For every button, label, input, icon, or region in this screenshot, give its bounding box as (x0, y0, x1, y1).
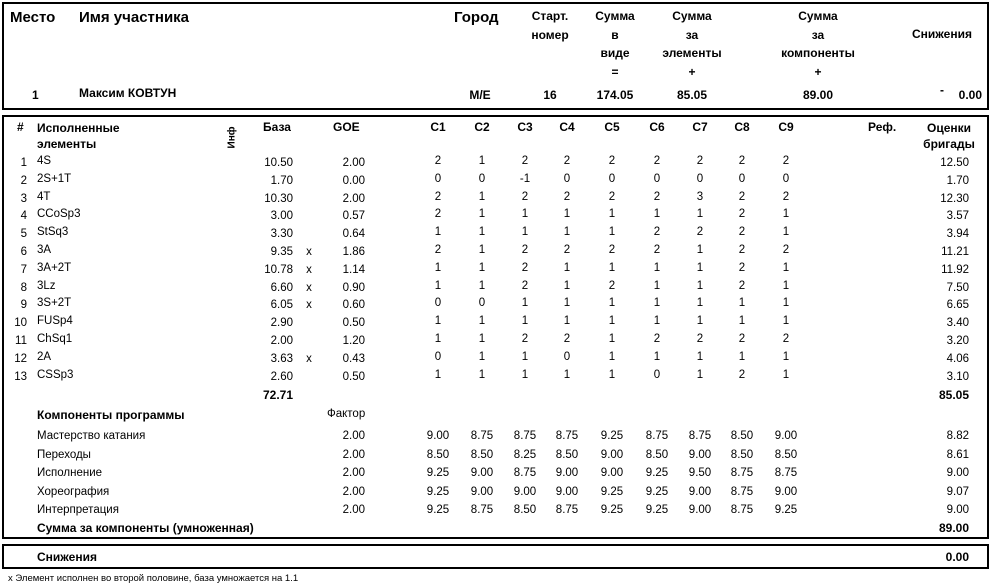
base-column-header: База (263, 120, 291, 134)
component-judge-mark: 9.25 (600, 430, 624, 442)
judge-mark: 1 (563, 280, 571, 292)
element-code: 2S+1T (37, 173, 72, 185)
element-number: 7 (20, 264, 27, 276)
judge-mark: 1 (478, 280, 486, 292)
component-score: 8.61 (946, 449, 969, 461)
element-base: 9.35 (270, 246, 293, 258)
judge-mark: 1 (782, 226, 790, 238)
element-goe: 0.00 (342, 175, 365, 187)
element-goe: 0.50 (342, 371, 365, 383)
judge-mark: 2 (608, 244, 616, 256)
element-base: 6.60 (270, 282, 293, 294)
judge-mark: 1 (653, 297, 661, 309)
judge-mark: 0 (653, 369, 661, 381)
judge-mark: 2 (738, 262, 746, 274)
judge-mark: 1 (521, 315, 529, 327)
component-score: 9.00 (946, 504, 969, 516)
element-base: 2.00 (270, 335, 293, 347)
judge-mark: 1 (434, 262, 442, 274)
component-judge-mark: 9.00 (426, 430, 450, 442)
judge-mark: 1 (782, 280, 790, 292)
element-base: 3.00 (270, 210, 293, 222)
start-number-header: Старт. номер (531, 9, 569, 42)
skater-components-score: 89.00 (802, 88, 834, 102)
judge-mark: 1 (563, 369, 571, 381)
judge-mark: 2 (563, 191, 571, 203)
judge-mark: 2 (782, 155, 790, 167)
component-judge-mark: 8.50 (730, 430, 754, 442)
element-number: 3 (20, 193, 27, 205)
component-factor: 2.00 (342, 430, 365, 442)
judge-mark: 1 (478, 155, 486, 167)
judge-mark: 1 (563, 226, 571, 238)
element-score: 11.92 (941, 264, 969, 276)
component-judge-mark: 8.75 (730, 504, 754, 516)
component-judge-mark: 8.50 (426, 449, 450, 461)
judge-mark: 2 (738, 191, 746, 203)
judge-mark: 1 (478, 226, 486, 238)
judge-mark: 1 (782, 369, 790, 381)
judge-mark: 2 (738, 226, 746, 238)
judge-header: C9 (778, 120, 794, 134)
judge-header: C2 (474, 120, 490, 134)
element-goe: 1.14 (342, 264, 365, 276)
judge-mark: 2 (696, 226, 704, 238)
judge-mark: 2 (738, 244, 746, 256)
judge-mark: 1 (563, 297, 571, 309)
component-judge-mark: 8.75 (470, 504, 494, 516)
component-judge-mark: 8.50 (730, 449, 754, 461)
judge-mark: 0 (478, 173, 486, 185)
judge-header: C1 (430, 120, 446, 134)
element-base: 3.30 (270, 228, 293, 240)
judge-mark: 1 (563, 208, 571, 220)
judge-mark: 1 (782, 351, 790, 363)
element-base: 2.60 (270, 371, 293, 383)
judge-mark: 1 (521, 369, 529, 381)
judge-mark: 2 (738, 280, 746, 292)
judge-mark: 1 (434, 315, 442, 327)
element-score: 3.57 (946, 210, 969, 222)
judge-mark: 1 (563, 315, 571, 327)
judge-mark: 1 (608, 333, 616, 345)
component-judge-mark: 9.25 (645, 486, 669, 498)
judge-mark: 2 (521, 280, 529, 292)
component-judge-mark: 8.50 (555, 449, 579, 461)
element-base: 1.70 (270, 175, 293, 187)
component-factor: 2.00 (342, 449, 365, 461)
judge-mark: 2 (696, 333, 704, 345)
judge-mark: 0 (434, 297, 442, 309)
judge-mark: 2 (782, 333, 790, 345)
component-judge-mark: 9.00 (600, 467, 624, 479)
element-goe: 0.60 (342, 299, 365, 311)
place-header: Место (10, 9, 56, 26)
component-name: Исполнение (37, 467, 103, 479)
judge-mark: 1 (608, 208, 616, 220)
judge-mark: 1 (653, 262, 661, 274)
judge-mark: 1 (696, 297, 704, 309)
component-judge-mark: 9.25 (600, 504, 624, 516)
element-goe: 0.64 (342, 228, 365, 240)
element-code: FUSp4 (37, 315, 73, 327)
city-header: Город (454, 9, 499, 26)
judge-mark: 1 (653, 208, 661, 220)
judge-mark: 2 (434, 155, 442, 167)
components-score-header: Сумма за компоненты + (781, 9, 855, 79)
skater-city: М/Е (469, 88, 491, 102)
element-goe: 0.90 (342, 282, 365, 294)
component-judge-mark: 8.75 (555, 430, 579, 442)
element-code: CCoSp3 (37, 208, 81, 220)
judge-mark: 2 (521, 333, 529, 345)
judge-mark: 0 (563, 351, 571, 363)
judge-mark: 1 (738, 297, 746, 309)
component-judge-mark: 9.25 (426, 467, 450, 479)
judge-mark: 0 (608, 173, 616, 185)
element-number: 11 (15, 335, 27, 347)
judge-header: C5 (604, 120, 620, 134)
component-score: 8.82 (946, 430, 969, 442)
judge-mark: 2 (696, 155, 704, 167)
judge-mark: 1 (478, 208, 486, 220)
element-goe: 2.00 (342, 157, 365, 169)
element-score: 4.06 (946, 353, 969, 365)
component-judge-mark: 9.25 (774, 504, 798, 516)
element-number: 10 (14, 317, 27, 329)
component-factor: 2.00 (342, 486, 365, 498)
skater-deductions: 0.00 (958, 88, 982, 102)
element-goe: 0.43 (342, 353, 365, 365)
component-judge-mark: 9.00 (688, 486, 712, 498)
deductions-label: Снижения (37, 550, 97, 564)
element-score: 12.30 (940, 193, 969, 205)
judge-header: C3 (517, 120, 533, 134)
component-judge-mark: 8.50 (513, 504, 537, 516)
judge-mark: 0 (738, 173, 746, 185)
element-number: 4 (20, 210, 27, 222)
judge-mark: 0 (782, 173, 790, 185)
info-column-header: Инф (226, 126, 238, 149)
judge-mark: 1 (478, 315, 486, 327)
judge-mark: 2 (563, 244, 571, 256)
judge-mark: 1 (608, 315, 616, 327)
element-base: 10.78 (264, 264, 293, 276)
skater-total-score: 174.05 (596, 88, 634, 102)
judge-mark: 2 (738, 155, 746, 167)
component-name: Хореография (37, 486, 110, 498)
element-goe: 0.50 (342, 317, 365, 329)
element-base: 6.05 (270, 299, 293, 311)
judge-mark: 1 (782, 208, 790, 220)
footnote: x Элемент исполнен во второй половине, база умножается на 1.1 (8, 573, 299, 584)
element-goe: 2.00 (342, 193, 365, 205)
judge-mark: 1 (608, 226, 616, 238)
judge-mark: 0 (434, 173, 442, 185)
judge-mark: 2 (782, 191, 790, 203)
component-judge-mark: 9.00 (688, 504, 712, 516)
judge-mark: 1 (521, 351, 529, 363)
element-goe: 0.57 (342, 210, 365, 222)
judge-mark: 1 (653, 315, 661, 327)
element-score: 3.94 (946, 228, 969, 240)
element-code: 3A (37, 244, 52, 256)
component-judge-mark: 8.75 (730, 486, 754, 498)
judge-header: C6 (649, 120, 665, 134)
deductions-value: 0.00 (945, 550, 969, 564)
elements-column-header: Исполненные элементы (37, 121, 120, 151)
judge-mark: 1 (696, 208, 704, 220)
judge-mark: 1 (478, 333, 486, 345)
component-score: 9.00 (946, 467, 969, 479)
base-total: 72.71 (262, 388, 293, 402)
element-goe: 1.86 (342, 246, 365, 258)
judge-mark: 1 (696, 351, 704, 363)
component-judge-mark: 8.75 (470, 430, 494, 442)
judge-mark: 2 (782, 244, 790, 256)
component-judge-mark: 9.00 (774, 486, 798, 498)
judge-mark: 1 (696, 262, 704, 274)
judge-mark: 0 (563, 173, 571, 185)
judge-mark: 1 (563, 262, 571, 274)
judge-mark: 1 (608, 297, 616, 309)
judge-mark: 1 (782, 297, 790, 309)
element-score: 3.10 (946, 371, 969, 383)
component-judge-mark: 9.00 (774, 430, 798, 442)
element-number: 5 (20, 228, 27, 240)
component-judge-mark: 8.75 (555, 504, 579, 516)
element-code: 4S (37, 155, 52, 167)
judge-mark: 2 (434, 191, 442, 203)
component-judge-mark: 8.50 (470, 449, 494, 461)
element-score: 3.20 (946, 335, 969, 347)
component-judge-mark: 8.75 (730, 467, 754, 479)
element-code: 3A+2T (37, 262, 72, 274)
judge-mark: 0 (653, 173, 661, 185)
judge-mark: 2 (434, 208, 442, 220)
element-number: 12 (14, 353, 27, 365)
element-base: 10.30 (264, 193, 293, 205)
judge-mark: 1 (478, 191, 486, 203)
judge-mark: 1 (434, 280, 442, 292)
component-judge-mark: 9.00 (470, 486, 494, 498)
component-judge-mark: 9.00 (470, 467, 494, 479)
judge-mark: 1 (696, 369, 704, 381)
element-base: 3.63 (270, 353, 293, 365)
component-judge-mark: 9.00 (600, 449, 624, 461)
judge-mark: 2 (653, 333, 661, 345)
element-code: 3S+2T (37, 297, 72, 309)
element-info: x (306, 353, 312, 365)
element-code: 2A (37, 351, 52, 363)
skater-place: 1 (32, 88, 39, 102)
element-number: 2 (20, 175, 27, 187)
component-name: Переходы (37, 449, 91, 461)
judge-header: C7 (692, 120, 708, 134)
judge-header: C4 (559, 120, 575, 134)
judge-mark: 1 (696, 244, 704, 256)
judge-mark: 1 (608, 369, 616, 381)
component-score: 9.07 (946, 486, 969, 498)
judge-mark: 1 (608, 262, 616, 274)
component-judge-mark: 8.25 (513, 449, 537, 461)
element-number: 6 (20, 246, 27, 258)
skater-start-number: 16 (543, 88, 557, 102)
judge-mark: 1 (696, 315, 704, 327)
element-info: x (306, 246, 312, 258)
component-factor: 2.00 (342, 504, 365, 516)
element-info: x (306, 264, 312, 276)
judge-mark: 1 (478, 351, 486, 363)
judge-mark: 1 (782, 262, 790, 274)
element-code: 4T (37, 191, 51, 203)
elements-score-header: Сумма за элементы + (662, 9, 722, 79)
element-score: 11.21 (941, 246, 969, 258)
judge-mark: 0 (478, 297, 486, 309)
judge-mark: 2 (653, 244, 661, 256)
components-title: Компоненты программы (37, 408, 185, 422)
judge-mark: 2 (434, 244, 442, 256)
judge-mark: 1 (782, 315, 790, 327)
judge-mark: 2 (738, 208, 746, 220)
element-base: 10.50 (264, 157, 293, 169)
judge-mark: 1 (478, 244, 486, 256)
component-judge-mark: 9.00 (513, 486, 537, 498)
judge-mark: 1 (434, 333, 442, 345)
judge-mark: 1 (738, 351, 746, 363)
judge-header: C8 (734, 120, 750, 134)
component-factor: 2.00 (342, 467, 365, 479)
judge-mark: 1 (478, 369, 486, 381)
components-total-label: Сумма за компоненты (умноженная) (37, 521, 254, 535)
judge-mark: 0 (696, 173, 704, 185)
component-judge-mark: 9.00 (555, 486, 579, 498)
ref-column-header: Реф. (868, 120, 897, 134)
component-judge-mark: 9.25 (600, 486, 624, 498)
judge-mark: 1 (738, 315, 746, 327)
component-judge-mark: 8.75 (774, 467, 798, 479)
judge-mark: 2 (738, 369, 746, 381)
element-number: 8 (20, 282, 27, 294)
component-judge-mark: 8.75 (645, 430, 669, 442)
judge-mark: 2 (738, 333, 746, 345)
element-base: 2.90 (270, 317, 293, 329)
element-score: 7.50 (946, 282, 969, 294)
component-judge-mark: 8.75 (513, 430, 537, 442)
score-column-header: Оценки бригады (923, 121, 975, 151)
name-header: Имя участника (79, 9, 190, 26)
element-code: CSSp3 (37, 369, 74, 381)
factor-label: Фактор (327, 408, 366, 420)
judge-mark: 2 (608, 155, 616, 167)
judge-mark: 2 (653, 191, 661, 203)
element-score: 3.40 (946, 317, 969, 329)
judge-mark: 1 (608, 351, 616, 363)
component-judge-mark: 9.25 (426, 486, 450, 498)
judge-mark: 2 (521, 155, 529, 167)
judge-mark: 2 (521, 262, 529, 274)
element-info: x (306, 282, 312, 294)
element-number: 13 (14, 371, 27, 383)
component-name: Интерпретация (37, 504, 119, 516)
judge-mark: 1 (653, 351, 661, 363)
deductions-header: Снижения - (912, 27, 972, 97)
component-name: Мастерство катания (37, 430, 146, 442)
component-judge-mark: 8.75 (513, 467, 537, 479)
skater-name: Максим КОВТУН (79, 86, 177, 100)
element-code: StSq3 (37, 226, 69, 238)
judge-mark: 1 (653, 280, 661, 292)
elements-total: 85.05 (938, 388, 969, 402)
judge-mark: 1 (521, 226, 529, 238)
element-info: x (306, 299, 312, 311)
number-column-header: # (17, 120, 24, 134)
judge-mark: 1 (521, 208, 529, 220)
judge-mark: 2 (608, 191, 616, 203)
component-judge-mark: 9.50 (688, 467, 712, 479)
element-score: 1.70 (946, 175, 969, 187)
judge-mark: 2 (653, 155, 661, 167)
component-judge-mark: 8.50 (645, 449, 669, 461)
skater-elements-score: 85.05 (676, 88, 708, 102)
judge-mark: 2 (608, 280, 616, 292)
component-judge-mark: 8.75 (688, 430, 712, 442)
judge-mark: 1 (434, 226, 442, 238)
judge-mark: 0 (434, 351, 442, 363)
judge-mark: 1 (696, 280, 704, 292)
element-score: 6.65 (946, 299, 969, 311)
judge-mark: 3 (696, 191, 704, 203)
judge-mark: 1 (521, 297, 529, 309)
judge-mark: -1 (519, 173, 531, 185)
element-score: 12.50 (940, 157, 969, 169)
component-judge-mark: 9.25 (645, 467, 669, 479)
goe-column-header: GOE (333, 120, 360, 134)
component-judge-mark: 9.00 (688, 449, 712, 461)
judge-mark: 1 (478, 262, 486, 274)
judge-mark: 2 (563, 333, 571, 345)
element-code: ChSq1 (37, 333, 73, 345)
element-goe: 1.20 (342, 335, 365, 347)
judge-mark: 2 (521, 244, 529, 256)
element-number: 1 (20, 157, 27, 169)
judge-mark: 2 (563, 155, 571, 167)
deductions-box (2, 544, 989, 569)
judge-mark: 1 (434, 369, 442, 381)
element-code: 3Lz (37, 280, 56, 292)
component-judge-mark: 8.50 (774, 449, 798, 461)
total-score-header: Сумма в виде = (595, 9, 635, 79)
component-judge-mark: 9.00 (555, 467, 579, 479)
element-number: 9 (20, 299, 27, 311)
component-judge-mark: 9.25 (645, 504, 669, 516)
judge-mark: 2 (521, 191, 529, 203)
component-judge-mark: 9.25 (426, 504, 450, 516)
components-total: 89.00 (938, 521, 969, 535)
judge-mark: 2 (653, 226, 661, 238)
